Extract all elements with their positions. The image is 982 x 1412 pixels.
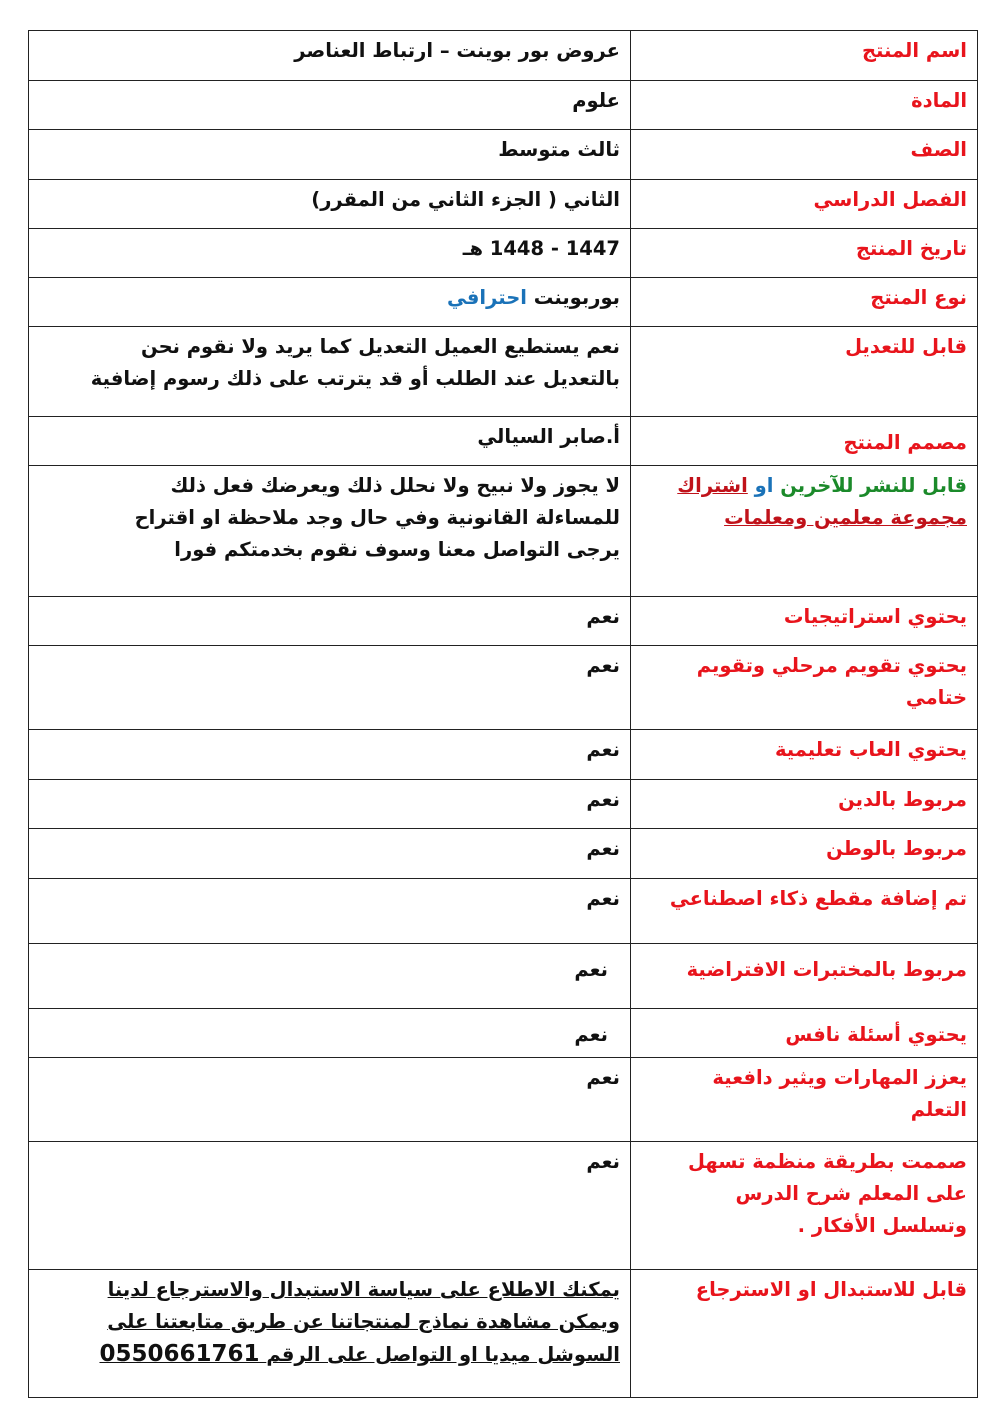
label-strategies: يحتوي استراتيجيات [631, 597, 978, 646]
label-skills-line1: يعزز المهارات ويثير دافعية [712, 1066, 967, 1089]
label-virtual-labs: مربوط بالمختبرات الافتراضية [631, 944, 978, 1009]
label-ai-clip: تم إضافة مقطع ذكاء اصطناعي [631, 879, 978, 944]
row-nafes [29, 1009, 978, 1058]
value-type-accent: احترافي [446, 286, 527, 309]
value-sharing-line2: للمساءلة القانونية وفي حال وجد ملاحظة او اقتراح [134, 506, 620, 529]
row-strategies [29, 597, 978, 646]
value-returns-line1: يمكنك الاطلاع على سياسة الاستبدال والاسترجاع لدينا [107, 1278, 620, 1301]
row-date [29, 229, 978, 278]
value-virtual-labs: نعم [29, 944, 631, 1009]
label-organized-line1: صممت بطريقة منظمة تسهل [688, 1150, 967, 1173]
row-grade [29, 130, 978, 180]
value-skills: نعم [29, 1058, 631, 1142]
label-product-name: اسم المنتج [631, 31, 978, 81]
value-strategies: نعم [29, 597, 631, 646]
label-subject: المادة [631, 81, 978, 130]
value-nafes: نعم [29, 1009, 631, 1058]
value-editable [29, 327, 631, 417]
row-religion [29, 780, 978, 829]
label-grade: الصف [631, 130, 978, 180]
value-date: 1447 - 1448 هـ [29, 229, 631, 278]
value-religion: نعم [29, 780, 631, 829]
value-designer: أ.صابر السيالي [29, 417, 631, 466]
label-sharing-part3: اشتراك [677, 474, 748, 497]
label-date: تاريخ المنتج [631, 229, 978, 278]
value-editable-line2: بالتعديل عند الطلب أو قد يترتب على ذلك رسوم إضافية [90, 367, 620, 390]
value-organized: نعم [29, 1142, 631, 1270]
value-sharing-line3: يرجى التواصل معنا وسوف نقوم بخدمتكم فورا [174, 538, 620, 561]
row-skills [29, 1058, 978, 1142]
row-returns [29, 1270, 978, 1398]
row-homeland [29, 829, 978, 879]
value-sharing-line1: لا يجوز ولا نبيح ولا نحلل ذلك ويعرضك فعل ذلك [170, 474, 620, 497]
value-homeland: نعم [29, 829, 631, 879]
value-ai-clip: نعم [29, 879, 631, 944]
value-returns-line2: ويمكن مشاهدة نماذج لمنتجاتنا عن طريق متابعتنا على [107, 1310, 620, 1333]
label-skills-line2: التعلم [910, 1098, 967, 1121]
label-assessment-line2: ختامي [905, 686, 967, 709]
row-virtual-labs [29, 944, 978, 1009]
label-organized [631, 1142, 978, 1270]
label-assessment [631, 646, 978, 730]
row-subject [29, 81, 978, 130]
value-type-main: بوربوينت [533, 286, 620, 309]
row-sharing [29, 466, 978, 597]
value-sharing [29, 466, 631, 597]
value-type [29, 278, 631, 327]
label-assessment-line1: يحتوي تقويم مرحلي وتقويم [696, 654, 967, 677]
row-semester [29, 180, 978, 229]
label-religion: مربوط بالدين [631, 780, 978, 829]
label-sharing-line2: مجموعة معلمين ومعلمات [724, 506, 967, 529]
value-returns-line3: السوشل ميديا او التواصل على الرقم [266, 1343, 620, 1366]
row-type [29, 278, 978, 327]
phone-number[interactable]: 0550661761 [99, 1341, 260, 1367]
label-designer: مصمم المنتج [631, 417, 978, 466]
product-info-table [28, 30, 978, 1398]
row-organized [29, 1142, 978, 1270]
row-designer [29, 417, 978, 466]
value-editable-line1: نعم يستطيع العميل التعديل كما يريد ولا نقوم نحن [141, 335, 620, 358]
label-returns: قابل للاستبدال او الاسترجاع [631, 1270, 978, 1398]
value-subject: علوم [29, 81, 631, 130]
label-games: يحتوي العاب تعليمية [631, 730, 978, 780]
label-homeland: مربوط بالوطن [631, 829, 978, 879]
row-ai-clip [29, 879, 978, 944]
row-editable [29, 327, 978, 417]
row-assessment [29, 646, 978, 730]
label-organized-line2: على المعلم شرح الدرس [735, 1182, 967, 1205]
value-semester: الثاني ( الجزء الثاني من المقرر) [29, 180, 631, 229]
value-returns [29, 1270, 631, 1398]
value-games: نعم [29, 730, 631, 780]
value-grade: ثالث متوسط [29, 130, 631, 180]
row-product-name [29, 31, 978, 81]
label-semester: الفصل الدراسي [631, 180, 978, 229]
label-type: نوع المنتج [631, 278, 978, 327]
label-sharing-part1: قابل للنشر للآخرين [780, 474, 967, 497]
label-skills [631, 1058, 978, 1142]
value-assessment: نعم [29, 646, 631, 730]
label-sharing-part2: او [754, 474, 774, 497]
value-product-name: عروض بور بوينت – ارتباط العناصر [29, 31, 631, 81]
row-games [29, 730, 978, 780]
label-sharing [631, 466, 978, 597]
label-nafes: يحتوي أسئلة نافس [631, 1009, 978, 1058]
label-editable: قابل للتعديل [631, 327, 978, 417]
label-organized-line3: وتسلسل الأفكار . [797, 1214, 967, 1237]
